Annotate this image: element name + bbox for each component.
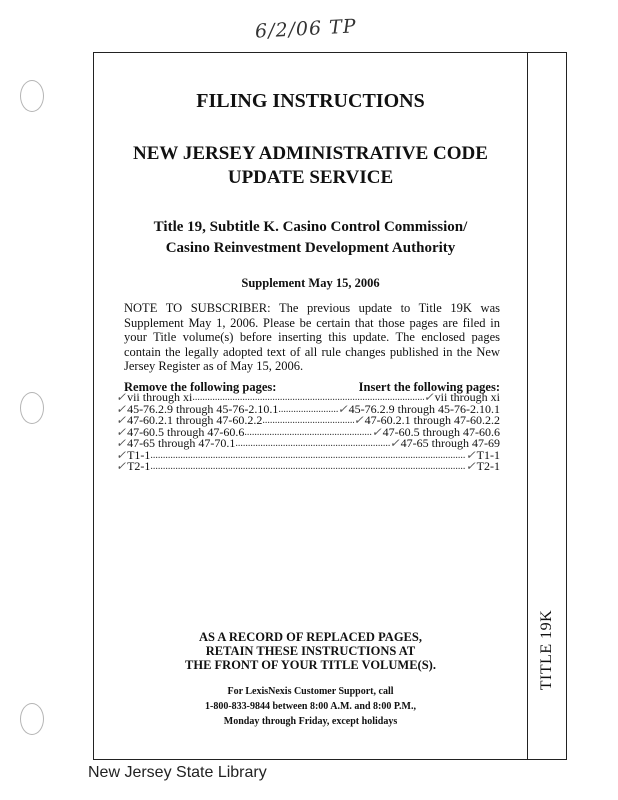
insert-page: 47-60.2.1 through 47-60.2.2 <box>364 413 500 427</box>
heading-line-2: UPDATE SERVICE <box>227 167 394 188</box>
check-mark-icon: ✓ <box>116 424 127 439</box>
check-mark-icon: ✓ <box>116 401 127 416</box>
check-mark-icon: ✓ <box>371 424 382 439</box>
check-mark-icon: ✓ <box>465 459 476 473</box>
subtitle-line-1: Title 19, Subtitle K. Casino Control Commission/ <box>153 219 468 235</box>
remove-page: T1-1 <box>127 447 151 462</box>
insert-page: T1-1 <box>476 447 500 462</box>
insert-page: 47-65 through 47-69 <box>400 436 500 450</box>
page-title: FILING INSTRUCTIONS <box>196 90 425 112</box>
binder-hole-bottom <box>20 703 44 735</box>
insert-page: vii through xi <box>434 390 500 404</box>
handwritten-date: 6/2/06 TP <box>254 15 358 43</box>
remove-page: vii through xi <box>127 390 193 404</box>
insert-page: 45-76.2.9 through 45-76-2.10.1 <box>348 401 500 416</box>
check-mark-icon: ✓ <box>423 390 434 404</box>
check-mark-icon: ✓ <box>353 413 364 427</box>
retain-line-3: THE FRONT OF YOUR TITLE VOLUME(S). <box>185 658 436 672</box>
binder-hole-middle <box>20 392 44 424</box>
check-mark-icon: ✓ <box>337 401 348 416</box>
leader-dots <box>150 460 465 473</box>
check-mark-icon: ✓ <box>116 413 127 427</box>
check-mark-icon: ✓ <box>116 459 127 473</box>
subtitle-line-2: Casino Reinvestment Development Authority <box>165 240 456 256</box>
check-mark-icon: ✓ <box>465 447 476 462</box>
tab-label: TITLE 19K <box>538 609 556 691</box>
check-mark-icon: ✓ <box>389 436 400 450</box>
heading-line-1: NEW JERSEY ADMINISTRATIVE CODE <box>133 143 488 164</box>
retain-line-2: RETAIN THESE INSTRUCTIONS AT <box>205 644 416 658</box>
check-mark-icon: ✓ <box>116 447 127 462</box>
replacement-table <box>116 392 500 473</box>
table-row <box>116 461 500 473</box>
library-footer: New Jersey State Library <box>88 764 267 781</box>
insert-page: 47-60.5 through 47-60.6 <box>382 424 500 439</box>
support-line-1: For LexisNexis Customer Support, call <box>227 686 394 697</box>
remove-header: Remove the following pages: <box>124 380 277 394</box>
support-line-2: 1-800-833-9844 between 8:00 A.M. and 8:00 P.M., <box>204 701 416 712</box>
supplement-date: Supplement May 15, 2006 <box>241 276 380 290</box>
binder-hole-top <box>20 80 44 112</box>
remove-page: 47-60.5 through 47-60.6 <box>127 424 245 439</box>
check-mark-icon: ✓ <box>116 390 127 404</box>
remove-page: 45-76.2.9 through 45-76-2.10.1 <box>127 401 279 416</box>
remove-page: T2-1 <box>127 459 151 473</box>
check-mark-icon: ✓ <box>116 436 127 450</box>
retain-line-1: AS A RECORD OF REPLACED PAGES, <box>199 630 422 644</box>
support-line-3: Monday through Friday, except holidays <box>223 716 398 727</box>
insert-header: Insert the following pages: <box>358 380 500 394</box>
insert-page: T2-1 <box>476 459 500 473</box>
remove-page: 47-60.2.1 through 47-60.2.2 <box>127 413 263 427</box>
remove-page: 47-65 through 47-70.1 <box>127 436 236 450</box>
note-to-subscriber: NOTE TO SUBSCRIBER: The previous update to Title 19K was Supplement May 1, 2006. Please be certain that those pages are filed in your Title volume(s) before inserting this update. The enclosed pages contain the legally adopted text of all rule changes published in the New Jersey Register as of May 15, 2006. <box>124 301 500 374</box>
